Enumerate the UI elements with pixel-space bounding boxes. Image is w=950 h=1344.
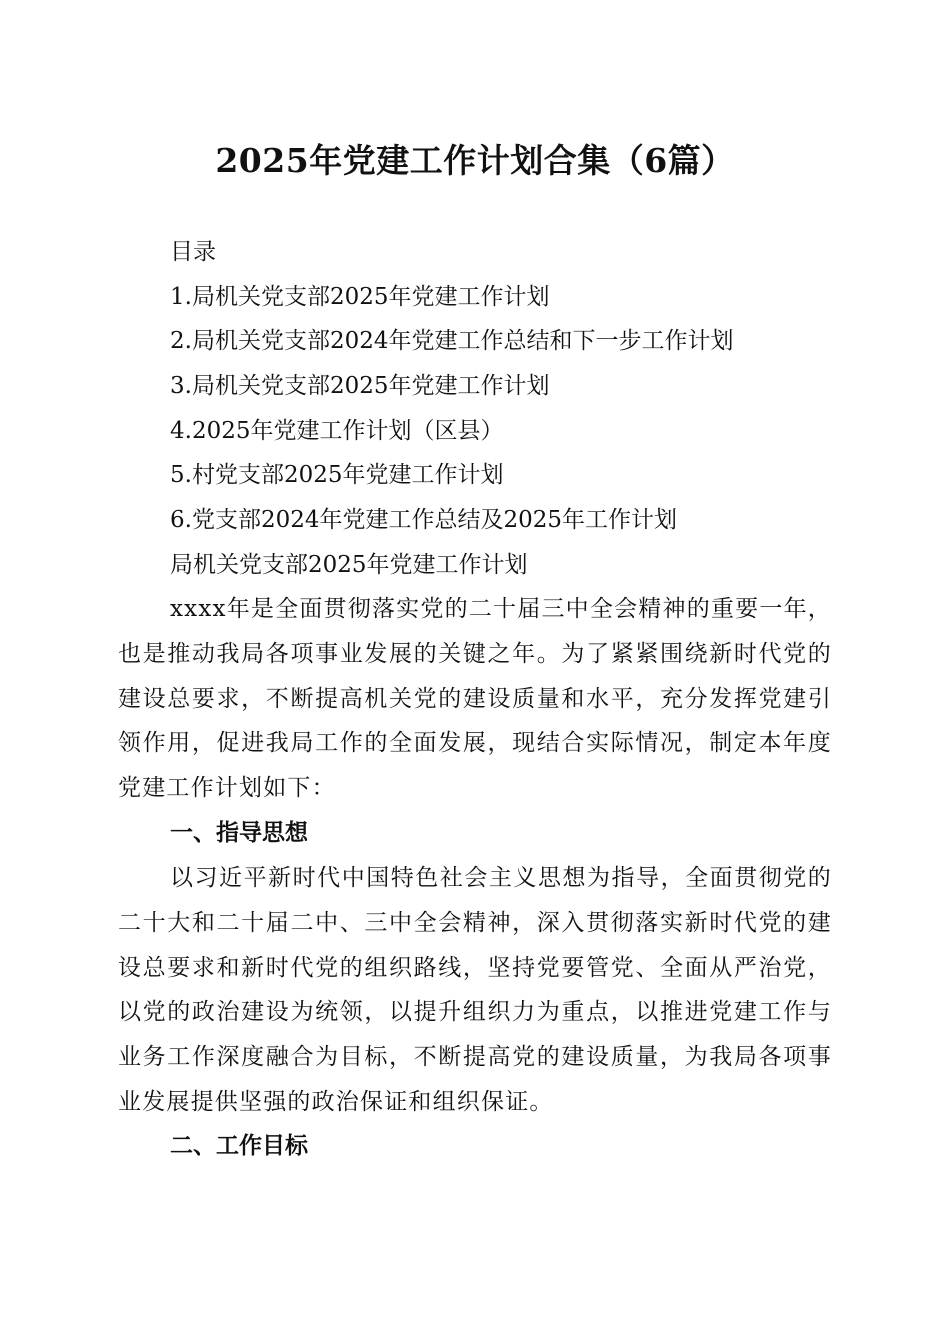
toc-heading: 目录 [170,239,216,265]
toc-item-2: 2.局机关党支部2024年党建工作总结和下一步工作计划 [170,328,734,354]
toc-item-1: 1.局机关党支部2025年党建工作计划 [170,284,550,310]
intro-paragraph: xxxx年是全面贯彻落实党的二十届三中全会精神的重要一年，也是推动我局各项事业发展的关键之年。为了紧紧围绕新时代党的建设总要求，不断提高机关党的建设质量和水平，充分发挥党建引领作用，促进我局工作的全面发展，现结合实际情况，制定本年度党建工作计划如下： [118,596,832,802]
toc-item-6: 6.党支部2024年党建工作总结及2025年工作计划 [170,507,678,533]
section-heading-work-goals: 二、工作目标 [170,1133,308,1159]
article-title: 局机关党支部2025年党建工作计划 [170,552,528,578]
section-heading-guiding-ideology: 一、指导思想 [170,820,308,846]
guiding-ideology-paragraph: 以习近平新时代中国特色社会主义思想为指导，全面贯彻党的二十大和二十届二中、三中全会精神，深入贯彻落实新时代党的建设总要求和新时代党的组织路线，坚持党要管党、全面从严治党，以党的政治建设为统领，以提升组织力为重点，以推进党建工作与业务工作深度融合为目标，不断提高党的建设质量，为我局各项事业发展提供坚强的政治保证和组织保证。 [118,865,832,1115]
toc-item-3: 3.局机关党支部2025年党建工作计划 [170,373,550,399]
toc-item-5: 5.村党支部2025年党建工作计划 [170,462,504,488]
document-title: 2025年党建工作计划合集（6篇） [215,141,735,180]
toc-item-4: 4.2025年党建工作计划（区县） [170,418,504,444]
